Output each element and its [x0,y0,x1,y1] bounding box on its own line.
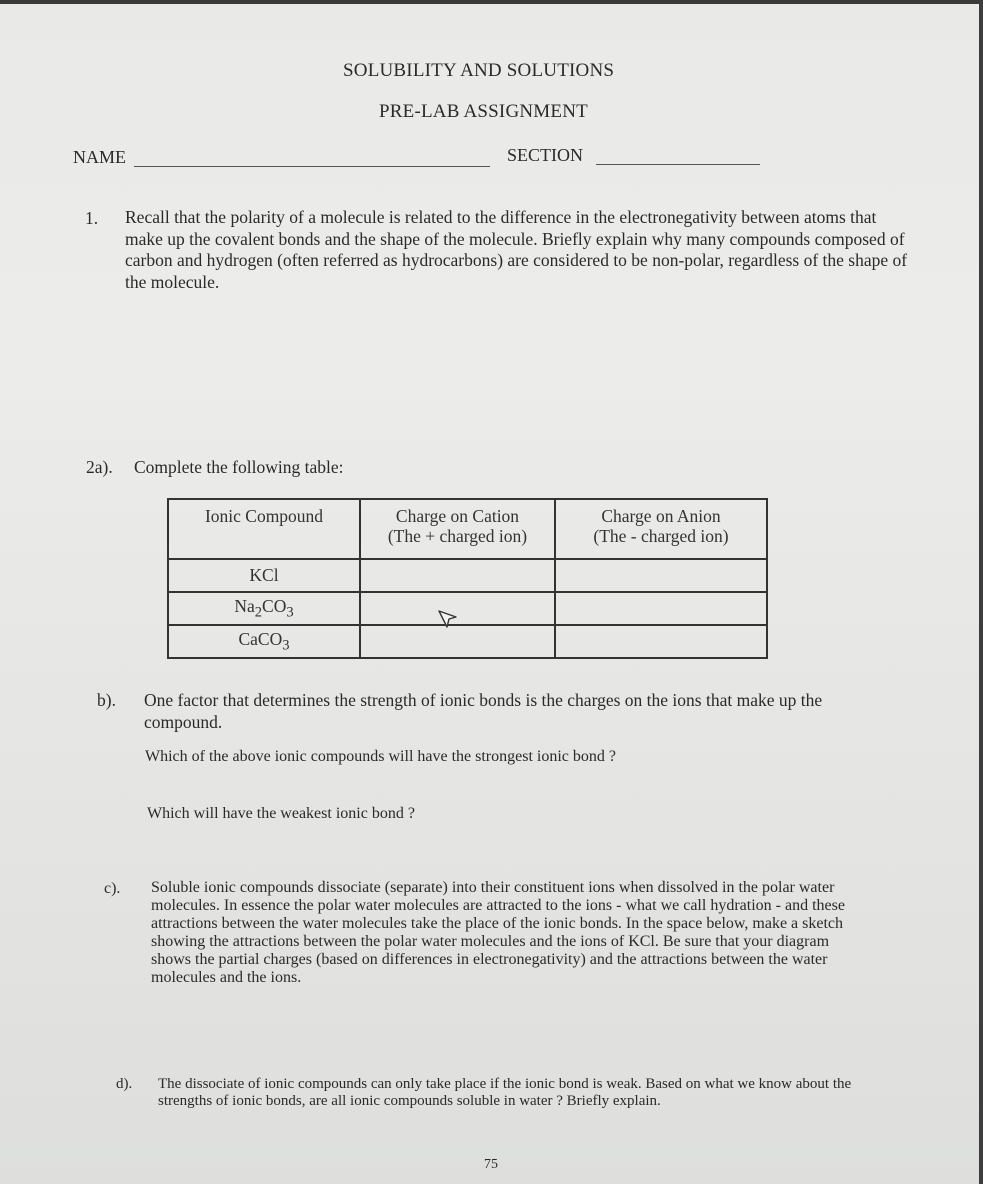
page-title: SOLUBILITY AND SOLUTIONS [343,60,615,81]
q1-text: Recall that the polarity of a molecule is related to the difference in the electronegativity between atoms that make up the covalent bonds and the shape of the molecule. Briefly explain why many compounds composed of carbon and hydrogen (often referred as hydrocarbons) are considered to be non-polar, regardless of the shape of the molecule. [125,207,908,292]
q2a-text: Complete the following table: [134,457,344,477]
cation-charge-cell[interactable] [360,559,555,592]
q2b-text: One factor that determines the strength of ionic bonds is the charges on the ions that make up the compound. [144,690,823,732]
compound-na2co3: $Na_2CO_3$ [168,592,360,625]
anion-charge-cell[interactable] [555,592,767,625]
q2a-number: 2a). [86,457,113,477]
header-charge-cation: Charge on Cation (The + charged ion) [360,499,555,559]
q2b-number: b). [97,690,116,710]
photo-right-edge [979,0,983,1184]
header-charge-anion: Charge on Anion (The - charged ion) [555,499,767,559]
photo-top-edge [0,0,983,4]
ionic-compound-table [167,498,768,659]
table-row [168,625,767,658]
compound-caco3: CaCO$_3$ [168,625,360,658]
anion-charge-cell[interactable] [555,625,767,658]
q2c-text: Soluble ionic compounds dissociate (separate) into their constituent ions when dissolved in the polar water molecules. In essence the polar water molecules are attracted to the ions - what we call hydration - and these attractions between the water molecules take the place of the ionic bonds. In the space below, make a sketch showing the attractions between the polar water molecules and the ions of KCl. Be sure that your diagram shows the partial charges (based on differences in electronegativity) and the attractions between the water molecules and the ions. [151,879,845,986]
section-label: SECTION [507,145,583,165]
page-number: 75 [484,1157,498,1172]
table-row [168,559,767,592]
q2b-strongest-question: Which of the above ionic compounds will have the strongest ionic bond ? [145,748,616,765]
q2b-weakest-question: Which will have the weakest ionic bond ? [147,805,415,822]
table-header-row [168,499,767,559]
mouse-pointer-icon [437,608,459,630]
page-subtitle: PRE-LAB ASSIGNMENT [379,101,588,122]
anion-charge-cell[interactable] [555,559,767,592]
name-label: NAME [73,147,126,167]
compound-kcl: KCl [168,559,360,592]
section-blank-line[interactable] [596,164,760,165]
q2d-number: d). [116,1076,133,1092]
q2c-number: c). [104,880,121,897]
q2d-text: The dissociate of ionic compounds can only take place if the ionic bond is weak. Based on what we know about the strengths of ionic bonds, are all ionic compounds soluble in water ? Briefly explain. [158,1076,852,1109]
header-ionic-compound: Ionic Compound [168,499,360,559]
name-blank-line[interactable] [134,166,490,167]
table-row [168,592,767,625]
q1-number: 1. [85,208,99,228]
